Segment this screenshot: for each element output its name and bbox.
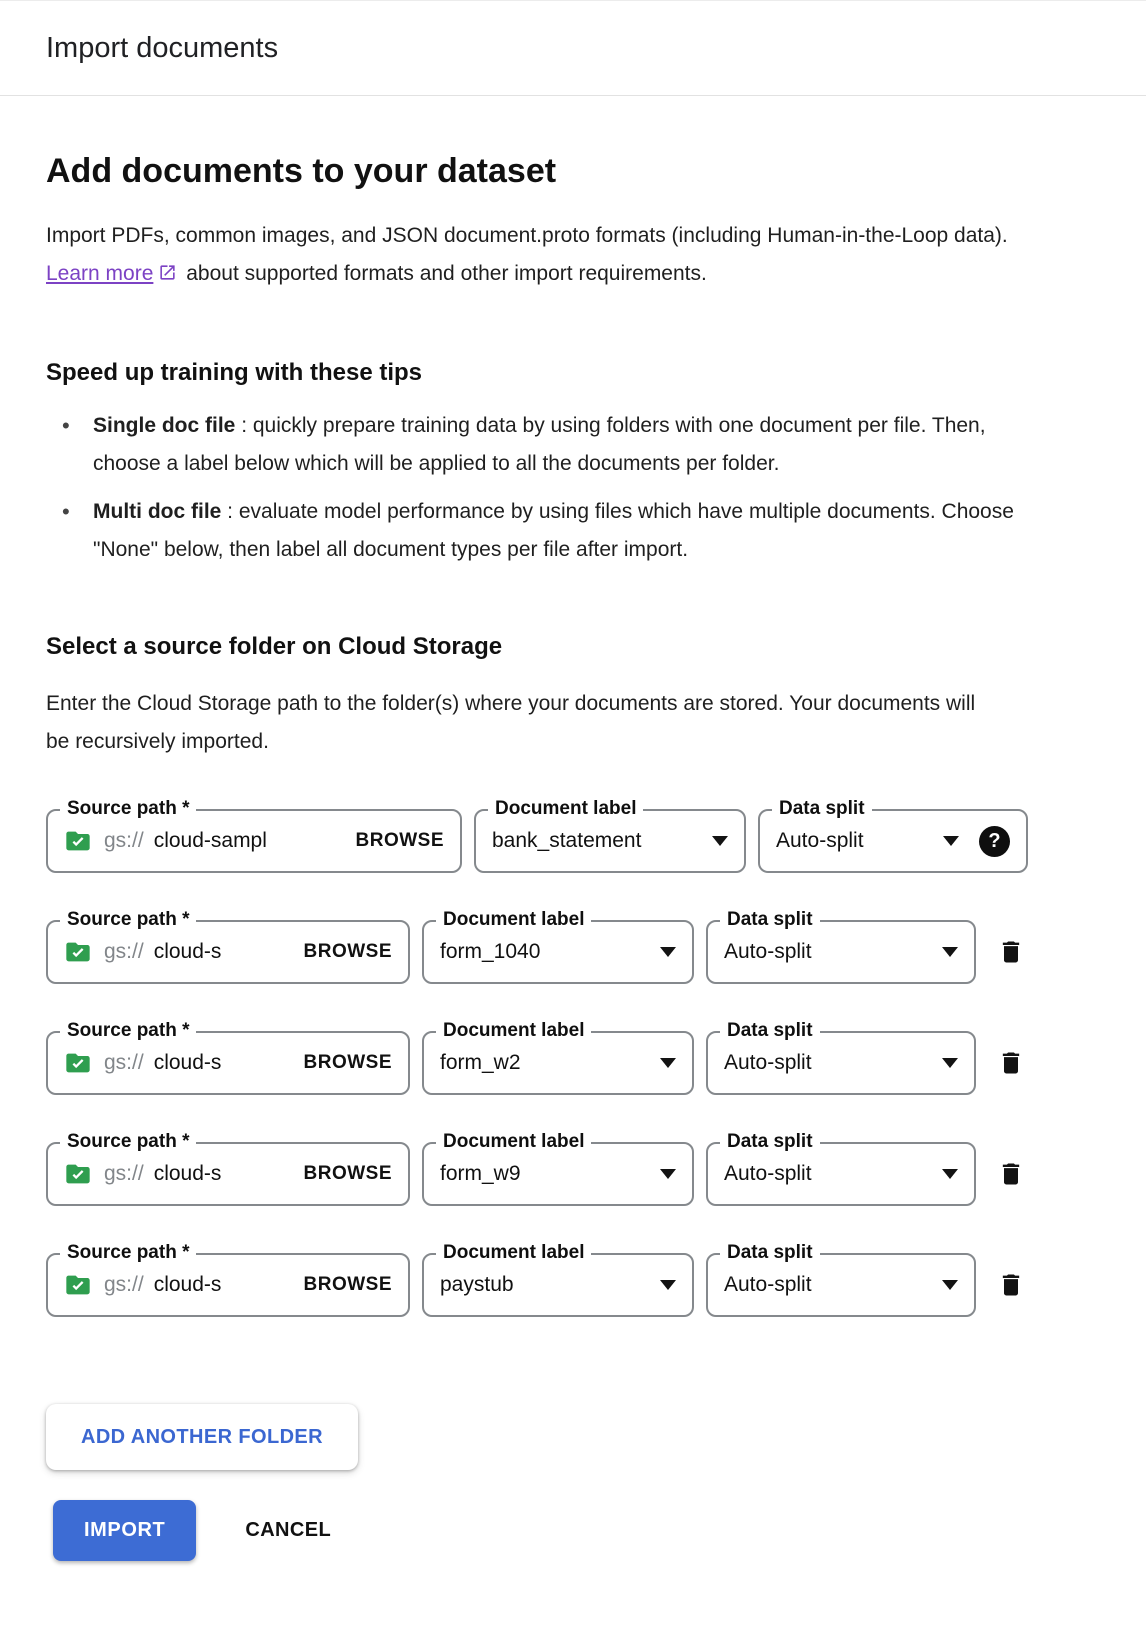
data-split-select[interactable] bbox=[758, 798, 1028, 873]
delete-row-button[interactable] bbox=[997, 938, 1025, 966]
document-label-label: Document label bbox=[436, 1019, 591, 1043]
source-path-input[interactable]: cloud-s bbox=[153, 1162, 222, 1185]
import-folder-row bbox=[46, 1131, 1100, 1206]
data-split-value: Auto-split bbox=[776, 829, 864, 852]
source-path-field[interactable] bbox=[46, 1020, 410, 1095]
folder-check-icon bbox=[64, 1271, 92, 1299]
document-label-select[interactable] bbox=[422, 1020, 694, 1095]
document-label-select[interactable] bbox=[474, 798, 746, 873]
import-folder-row bbox=[46, 909, 1100, 984]
browse-button[interactable]: BROWSE bbox=[303, 1163, 392, 1184]
dialog-title: Import documents bbox=[46, 31, 279, 64]
document-label-select[interactable] bbox=[422, 1242, 694, 1317]
document-label-label: Document label bbox=[436, 1241, 591, 1265]
data-split-select[interactable] bbox=[706, 909, 976, 984]
external-link-icon bbox=[158, 257, 177, 295]
folder-check-icon bbox=[64, 1160, 92, 1188]
folder-check-icon bbox=[64, 1049, 92, 1077]
data-split-value: Auto-split bbox=[724, 1162, 812, 1185]
cancel-button[interactable]: CANCEL bbox=[245, 1519, 332, 1541]
source-path-input[interactable]: cloud-sampl bbox=[153, 829, 267, 852]
document-label-select[interactable] bbox=[422, 909, 694, 984]
delete-row-button[interactable] bbox=[997, 1049, 1025, 1077]
browse-button[interactable]: BROWSE bbox=[303, 1274, 392, 1295]
data-split-label: Data split bbox=[772, 797, 872, 821]
import-folder-row bbox=[46, 1242, 1100, 1317]
import-form-content bbox=[0, 152, 1146, 1561]
delete-row-button[interactable] bbox=[997, 1271, 1025, 1299]
document-label-value: form_w2 bbox=[440, 1051, 521, 1074]
dialog-header bbox=[0, 0, 1146, 96]
source-path-label: Source path * bbox=[60, 908, 196, 932]
folder-check-icon bbox=[64, 938, 92, 966]
browse-button[interactable]: BROWSE bbox=[303, 1052, 392, 1073]
tip-multi-doc bbox=[46, 493, 1051, 569]
source-path-input[interactable]: cloud-s bbox=[153, 1273, 222, 1296]
chevron-down-icon bbox=[660, 1280, 676, 1290]
chevron-down-icon bbox=[712, 836, 728, 846]
chevron-down-icon bbox=[660, 1169, 676, 1179]
chevron-down-icon bbox=[943, 836, 959, 846]
source-path-field[interactable] bbox=[46, 1131, 410, 1206]
chevron-down-icon bbox=[942, 1280, 958, 1290]
intro-text-after: about supported formats and other import requirements. bbox=[180, 262, 707, 285]
gs-prefix: gs:// bbox=[104, 1273, 144, 1296]
source-path-field[interactable] bbox=[46, 798, 462, 873]
document-label-value: form_1040 bbox=[440, 940, 541, 963]
chevron-down-icon bbox=[942, 1058, 958, 1068]
data-split-value: Auto-split bbox=[724, 940, 812, 963]
trash-icon bbox=[997, 1049, 1025, 1077]
add-another-folder-button[interactable]: ADD ANOTHER FOLDER bbox=[46, 1404, 358, 1470]
data-split-label: Data split bbox=[720, 908, 820, 932]
source-path-input[interactable]: cloud-s bbox=[153, 1051, 222, 1074]
browse-button[interactable]: BROWSE bbox=[355, 830, 444, 851]
document-label-value: paystub bbox=[440, 1273, 514, 1296]
page-title: Add documents to your dataset bbox=[46, 152, 557, 190]
data-split-select[interactable] bbox=[706, 1242, 976, 1317]
import-folder-row bbox=[46, 1020, 1100, 1095]
tips-list bbox=[46, 407, 1100, 569]
intro-text-before: Import PDFs, common images, and JSON document.proto formats (including Human-in-the-Loop data). bbox=[46, 224, 1008, 247]
delete-row-button[interactable] bbox=[997, 1160, 1025, 1188]
trash-icon bbox=[997, 938, 1025, 966]
tip-single-doc-term: Single doc file bbox=[93, 414, 236, 437]
import-button[interactable]: IMPORT bbox=[53, 1500, 196, 1561]
folder-check-icon bbox=[64, 827, 92, 855]
source-path-field[interactable] bbox=[46, 1242, 410, 1317]
tip-multi-doc-term: Multi doc file bbox=[93, 500, 222, 523]
source-folder-description: Enter the Cloud Storage path to the folder(s) where your documents are stored. Your documents will be recursively imported. bbox=[46, 692, 976, 753]
source-path-label: Source path * bbox=[60, 797, 196, 821]
gs-prefix: gs:// bbox=[104, 829, 144, 852]
source-path-label: Source path * bbox=[60, 1019, 196, 1043]
data-split-select[interactable] bbox=[706, 1131, 976, 1206]
data-split-label: Data split bbox=[720, 1019, 820, 1043]
trash-icon bbox=[997, 1160, 1025, 1188]
tip-single-doc bbox=[46, 407, 1051, 483]
intro-paragraph bbox=[46, 217, 1036, 295]
document-label-value: form_w9 bbox=[440, 1162, 521, 1185]
gs-prefix: gs:// bbox=[104, 1162, 144, 1185]
help-icon[interactable]: ? bbox=[979, 826, 1010, 857]
tips-heading: Speed up training with these tips bbox=[46, 359, 423, 386]
source-path-label: Source path * bbox=[60, 1130, 196, 1154]
document-label-label: Document label bbox=[488, 797, 643, 821]
data-split-label: Data split bbox=[720, 1241, 820, 1265]
document-label-label: Document label bbox=[436, 908, 591, 932]
data-split-value: Auto-split bbox=[724, 1051, 812, 1074]
document-label-select[interactable] bbox=[422, 1131, 694, 1206]
chevron-down-icon bbox=[660, 1058, 676, 1068]
data-split-label: Data split bbox=[720, 1130, 820, 1154]
dialog-actions bbox=[46, 1500, 1100, 1561]
chevron-down-icon bbox=[942, 1169, 958, 1179]
chevron-down-icon bbox=[942, 947, 958, 957]
source-folders-form bbox=[46, 798, 1100, 1317]
trash-icon bbox=[997, 1271, 1025, 1299]
chevron-down-icon bbox=[660, 947, 676, 957]
source-path-field[interactable] bbox=[46, 909, 410, 984]
gs-prefix: gs:// bbox=[104, 940, 144, 963]
document-label-value: bank_statement bbox=[492, 829, 642, 852]
import-folder-row bbox=[46, 798, 1100, 873]
document-label-label: Document label bbox=[436, 1130, 591, 1154]
gs-prefix: gs:// bbox=[104, 1051, 144, 1074]
data-split-value: Auto-split bbox=[724, 1273, 812, 1296]
source-folder-heading: Select a source folder on Cloud Storage bbox=[46, 633, 503, 660]
tip-multi-doc-text: : evaluate model performance by using files which have multiple documents. Choose "None" below, then label all document types per file after import. bbox=[93, 500, 1014, 561]
learn-more-link[interactable] bbox=[46, 262, 180, 285]
browse-button[interactable]: BROWSE bbox=[303, 941, 392, 962]
source-path-input[interactable]: cloud-s bbox=[153, 940, 222, 963]
learn-more-label: Learn more bbox=[46, 262, 154, 285]
data-split-select[interactable] bbox=[706, 1020, 976, 1095]
source-path-label: Source path * bbox=[60, 1241, 196, 1265]
tip-single-doc-text: : quickly prepare training data by using folders with one document per file. Then, choose a label below which will be applied to all the documents per folder. bbox=[93, 414, 986, 475]
